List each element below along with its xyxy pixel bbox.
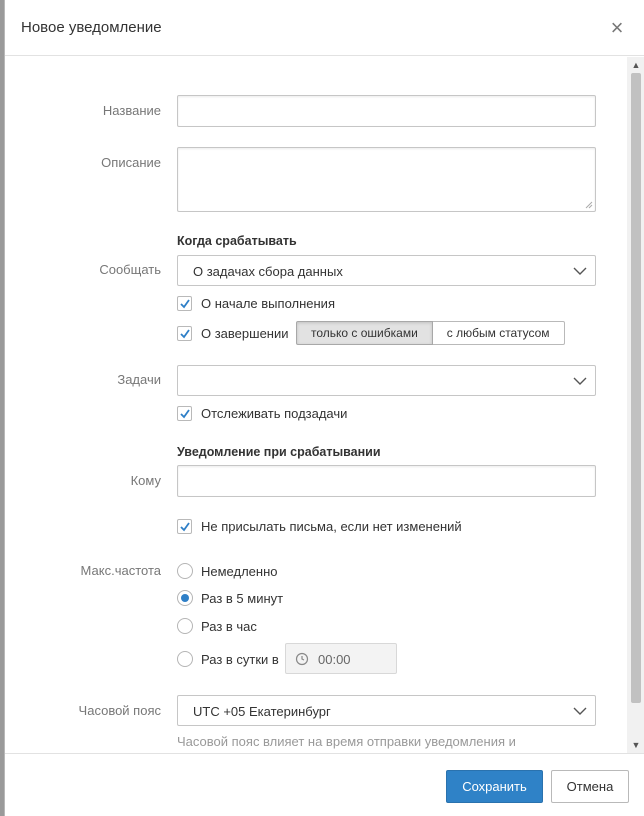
close-icon[interactable]: × bbox=[610, 15, 624, 40]
max-freq-label: Макс.частота bbox=[80, 563, 161, 578]
checkmark-icon bbox=[179, 521, 191, 533]
freq-option-label: Раз в 5 минут bbox=[201, 590, 284, 606]
chevron-down-icon bbox=[573, 374, 587, 388]
any-status-toggle[interactable]: с любым статусом bbox=[433, 321, 565, 345]
freq-option-label: Немедленно bbox=[201, 563, 278, 579]
dialog-title: Новое уведомление bbox=[21, 19, 162, 36]
radio-button[interactable] bbox=[177, 563, 193, 579]
no-changes-label: Не присылать письма, если нет изменений bbox=[201, 518, 462, 534]
on-start-row[interactable] bbox=[177, 294, 335, 312]
checkmark-icon bbox=[179, 408, 191, 420]
to-input[interactable] bbox=[177, 465, 596, 497]
no-changes-row[interactable] bbox=[177, 517, 462, 535]
daily-time-input bbox=[285, 643, 397, 674]
timezone-hint: Часовой пояс влияет на время отправки уведомления и bbox=[177, 734, 516, 749]
scroll-up-icon[interactable]: ▲ bbox=[631, 60, 641, 70]
daily-time-value: 00:00 bbox=[318, 652, 351, 667]
freq-option-label: Раз в сутки в bbox=[201, 651, 279, 667]
on-start-checkbox[interactable] bbox=[177, 296, 192, 311]
radio-button[interactable] bbox=[177, 618, 193, 634]
errors-only-toggle[interactable]: только с ошибками bbox=[296, 321, 433, 345]
report-select[interactable] bbox=[177, 255, 596, 286]
finish-mode-segmented bbox=[296, 321, 565, 345]
name-label: Название bbox=[102, 103, 161, 118]
timezone-select-value: UTC +05 Екатеринбург bbox=[193, 704, 331, 719]
cancel-button[interactable]: Отмена bbox=[551, 770, 629, 803]
track-subtasks-checkbox[interactable] bbox=[177, 406, 192, 421]
on-finish-checkbox[interactable] bbox=[177, 326, 192, 341]
clock-icon bbox=[295, 652, 309, 666]
on-finish-row[interactable] bbox=[177, 324, 289, 342]
timezone-select[interactable] bbox=[177, 695, 596, 726]
freq-option-hourly[interactable] bbox=[177, 617, 257, 635]
checkmark-icon bbox=[179, 328, 191, 340]
notify-section-title: Уведомление при срабатывании bbox=[177, 445, 381, 459]
dialog-footer bbox=[5, 753, 644, 816]
notification-dialog bbox=[4, 0, 644, 816]
chevron-down-icon bbox=[573, 704, 587, 718]
scroll-thumb[interactable] bbox=[631, 73, 641, 703]
checkmark-icon bbox=[179, 298, 191, 310]
on-finish-label: О завершении bbox=[201, 325, 289, 341]
trigger-section-title: Когда срабатывать bbox=[177, 234, 297, 248]
freq-option-5min[interactable] bbox=[177, 589, 283, 607]
no-changes-checkbox[interactable] bbox=[177, 519, 192, 534]
tasks-label: Задачи bbox=[117, 372, 161, 387]
report-select-value: О задачах сбора данных bbox=[193, 264, 343, 279]
dialog-body[interactable] bbox=[5, 57, 644, 753]
report-label: Сообщать bbox=[99, 262, 161, 277]
radio-button[interactable] bbox=[177, 651, 193, 667]
chevron-down-icon bbox=[573, 264, 587, 278]
save-button[interactable]: Сохранить bbox=[446, 770, 543, 803]
freq-option-label: Раз в час bbox=[201, 618, 257, 634]
description-label: Описание bbox=[101, 155, 161, 170]
track-subtasks-label: Отслеживать подзадачи bbox=[201, 405, 348, 421]
tasks-select[interactable] bbox=[177, 365, 596, 396]
vertical-scrollbar[interactable] bbox=[627, 57, 644, 753]
radio-button[interactable] bbox=[177, 590, 193, 606]
on-start-label: О начале выполнения bbox=[201, 295, 335, 311]
timezone-label: Часовой пояс bbox=[78, 703, 161, 718]
scroll-down-icon[interactable]: ▼ bbox=[631, 740, 641, 750]
name-input[interactable] bbox=[177, 95, 596, 127]
track-subtasks-row[interactable] bbox=[177, 404, 347, 422]
dialog-header bbox=[5, 0, 644, 56]
to-label: Кому bbox=[130, 473, 161, 488]
description-textarea[interactable] bbox=[177, 147, 596, 212]
freq-option-immediately[interactable] bbox=[177, 562, 278, 580]
resize-grip-icon[interactable] bbox=[585, 201, 593, 209]
freq-option-daily[interactable] bbox=[177, 650, 279, 668]
